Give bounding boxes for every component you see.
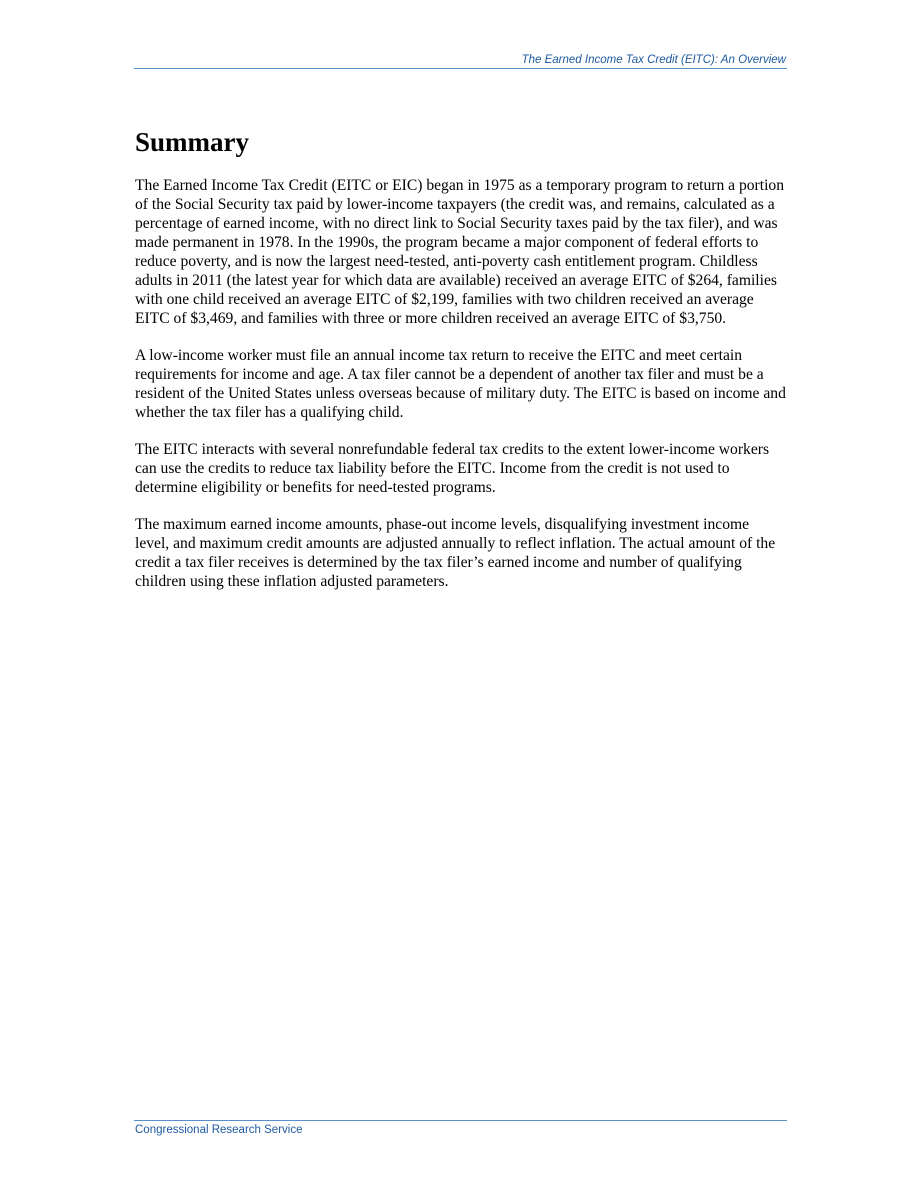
paragraph-eligibility: A low-income worker must file an annual income tax return to receive the EITC and meet certain requirements for income and age. A tax filer cannot be a dependent of another tax filer and must be a resident of the United States unless overseas because of military duty. The EITC is based on income and whether the tax filer has a qualifying child. (135, 347, 786, 421)
summary-body (135, 176, 787, 609)
paragraph-inflation-adjustment: The maximum earned income amounts, phase-out income levels, disqualifying investment income level, and maximum credit amounts are adjusted annually to reflect inflation. The actual amount of the credit a tax filer receives is determined by the tax filer’s earned income and number of qualifying children using these inflation adjusted parameters. (135, 516, 776, 590)
paragraph-history: The Earned Income Tax Credit (EITC or EIC) began in 1975 as a temporary program to return a portion of the Social Security tax paid by lower-income taxpayers (the credit was, and remains, calculated as a percentage of earned income, with no direct link to Social Security taxes paid by the tax filer), and was made permanent in 1978. In the 1990s, the program became a major component of federal efforts to reduce poverty, and is now the largest need-tested, anti-poverty cash entitlement program. Childless adults in 2011 (the latest year for which data are available) received an average EITC of $264, families with one child received an average EITC of $2,199, families with two children received an average EITC of $3,469, and families with three or more children received an average EITC of $3,750. (135, 177, 785, 327)
running-footer: Congressional Research Service (135, 1124, 303, 1136)
running-header: The Earned Income Tax Credit (EITC): An Overview (521, 54, 786, 66)
header-divider (134, 68, 787, 69)
paragraph-credit-interaction: The EITC interacts with several nonrefundable federal tax credits to the extent lower-income workers can use the credits to reduce tax liability before the EITC. Income from the credit is not used to determine eligibility or benefits for need-tested programs. (135, 441, 770, 496)
footer-divider (134, 1120, 787, 1121)
section-title: Summary (135, 127, 249, 157)
